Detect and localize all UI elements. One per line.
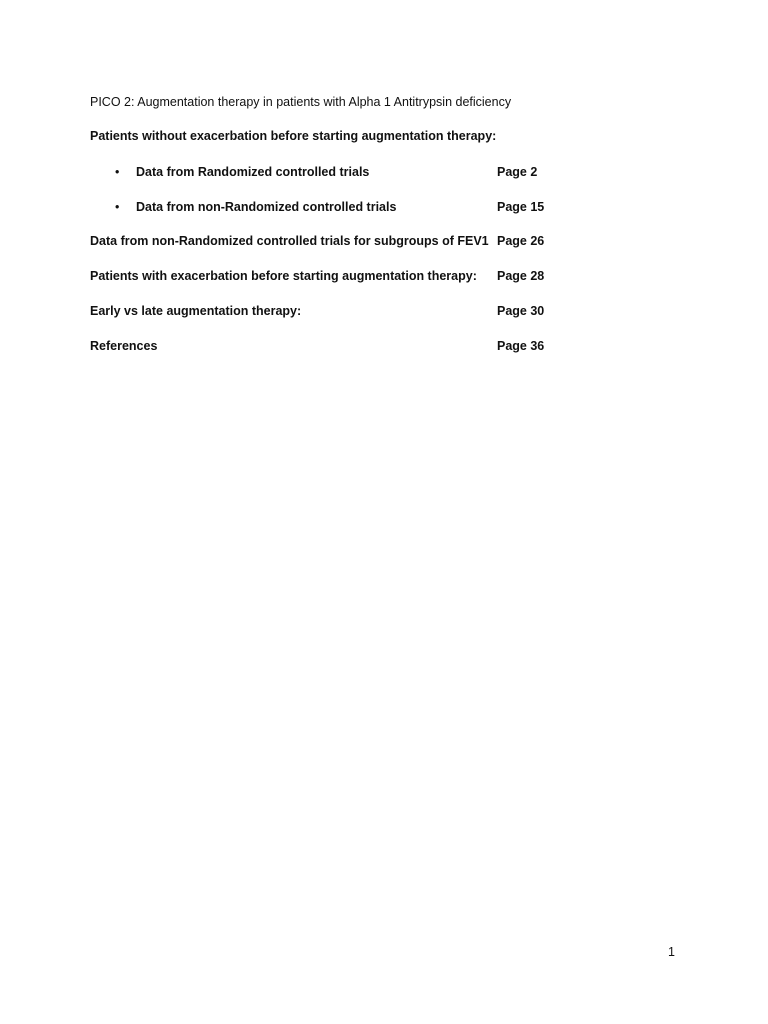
toc-entry-page: Page 30 [497,304,545,318]
toc-entry-page: Page 15 [497,200,545,214]
toc-entry-label: Patients with exacerbation before starting augmentation therapy: [90,269,477,283]
toc-entry-label: Data from Randomized controlled trials [136,165,370,179]
toc-entry-label: Data from non-Randomized controlled trials for subgroups of FEV1 [90,234,489,248]
section-heading: Patients without exacerbation before starting augmentation therapy: [90,129,497,143]
bullet-icon: • [115,165,120,179]
toc-entry-page: Page 26 [497,234,545,248]
toc-entry-label: Data from non-Randomized controlled trials [136,200,397,214]
toc-entry-page: Page 2 [497,165,538,179]
bullet-icon: • [115,200,120,214]
toc-entry-label: Early vs late augmentation therapy: [90,304,302,318]
toc-entry-label: References [90,339,158,353]
document-title: PICO 2: Augmentation therapy in patients with Alpha 1 Antitrypsin deficiency [90,95,512,109]
toc-entry-page: Page 36 [497,339,545,353]
toc-entry-page: Page 28 [497,269,545,283]
page-number: 1 [668,945,675,959]
